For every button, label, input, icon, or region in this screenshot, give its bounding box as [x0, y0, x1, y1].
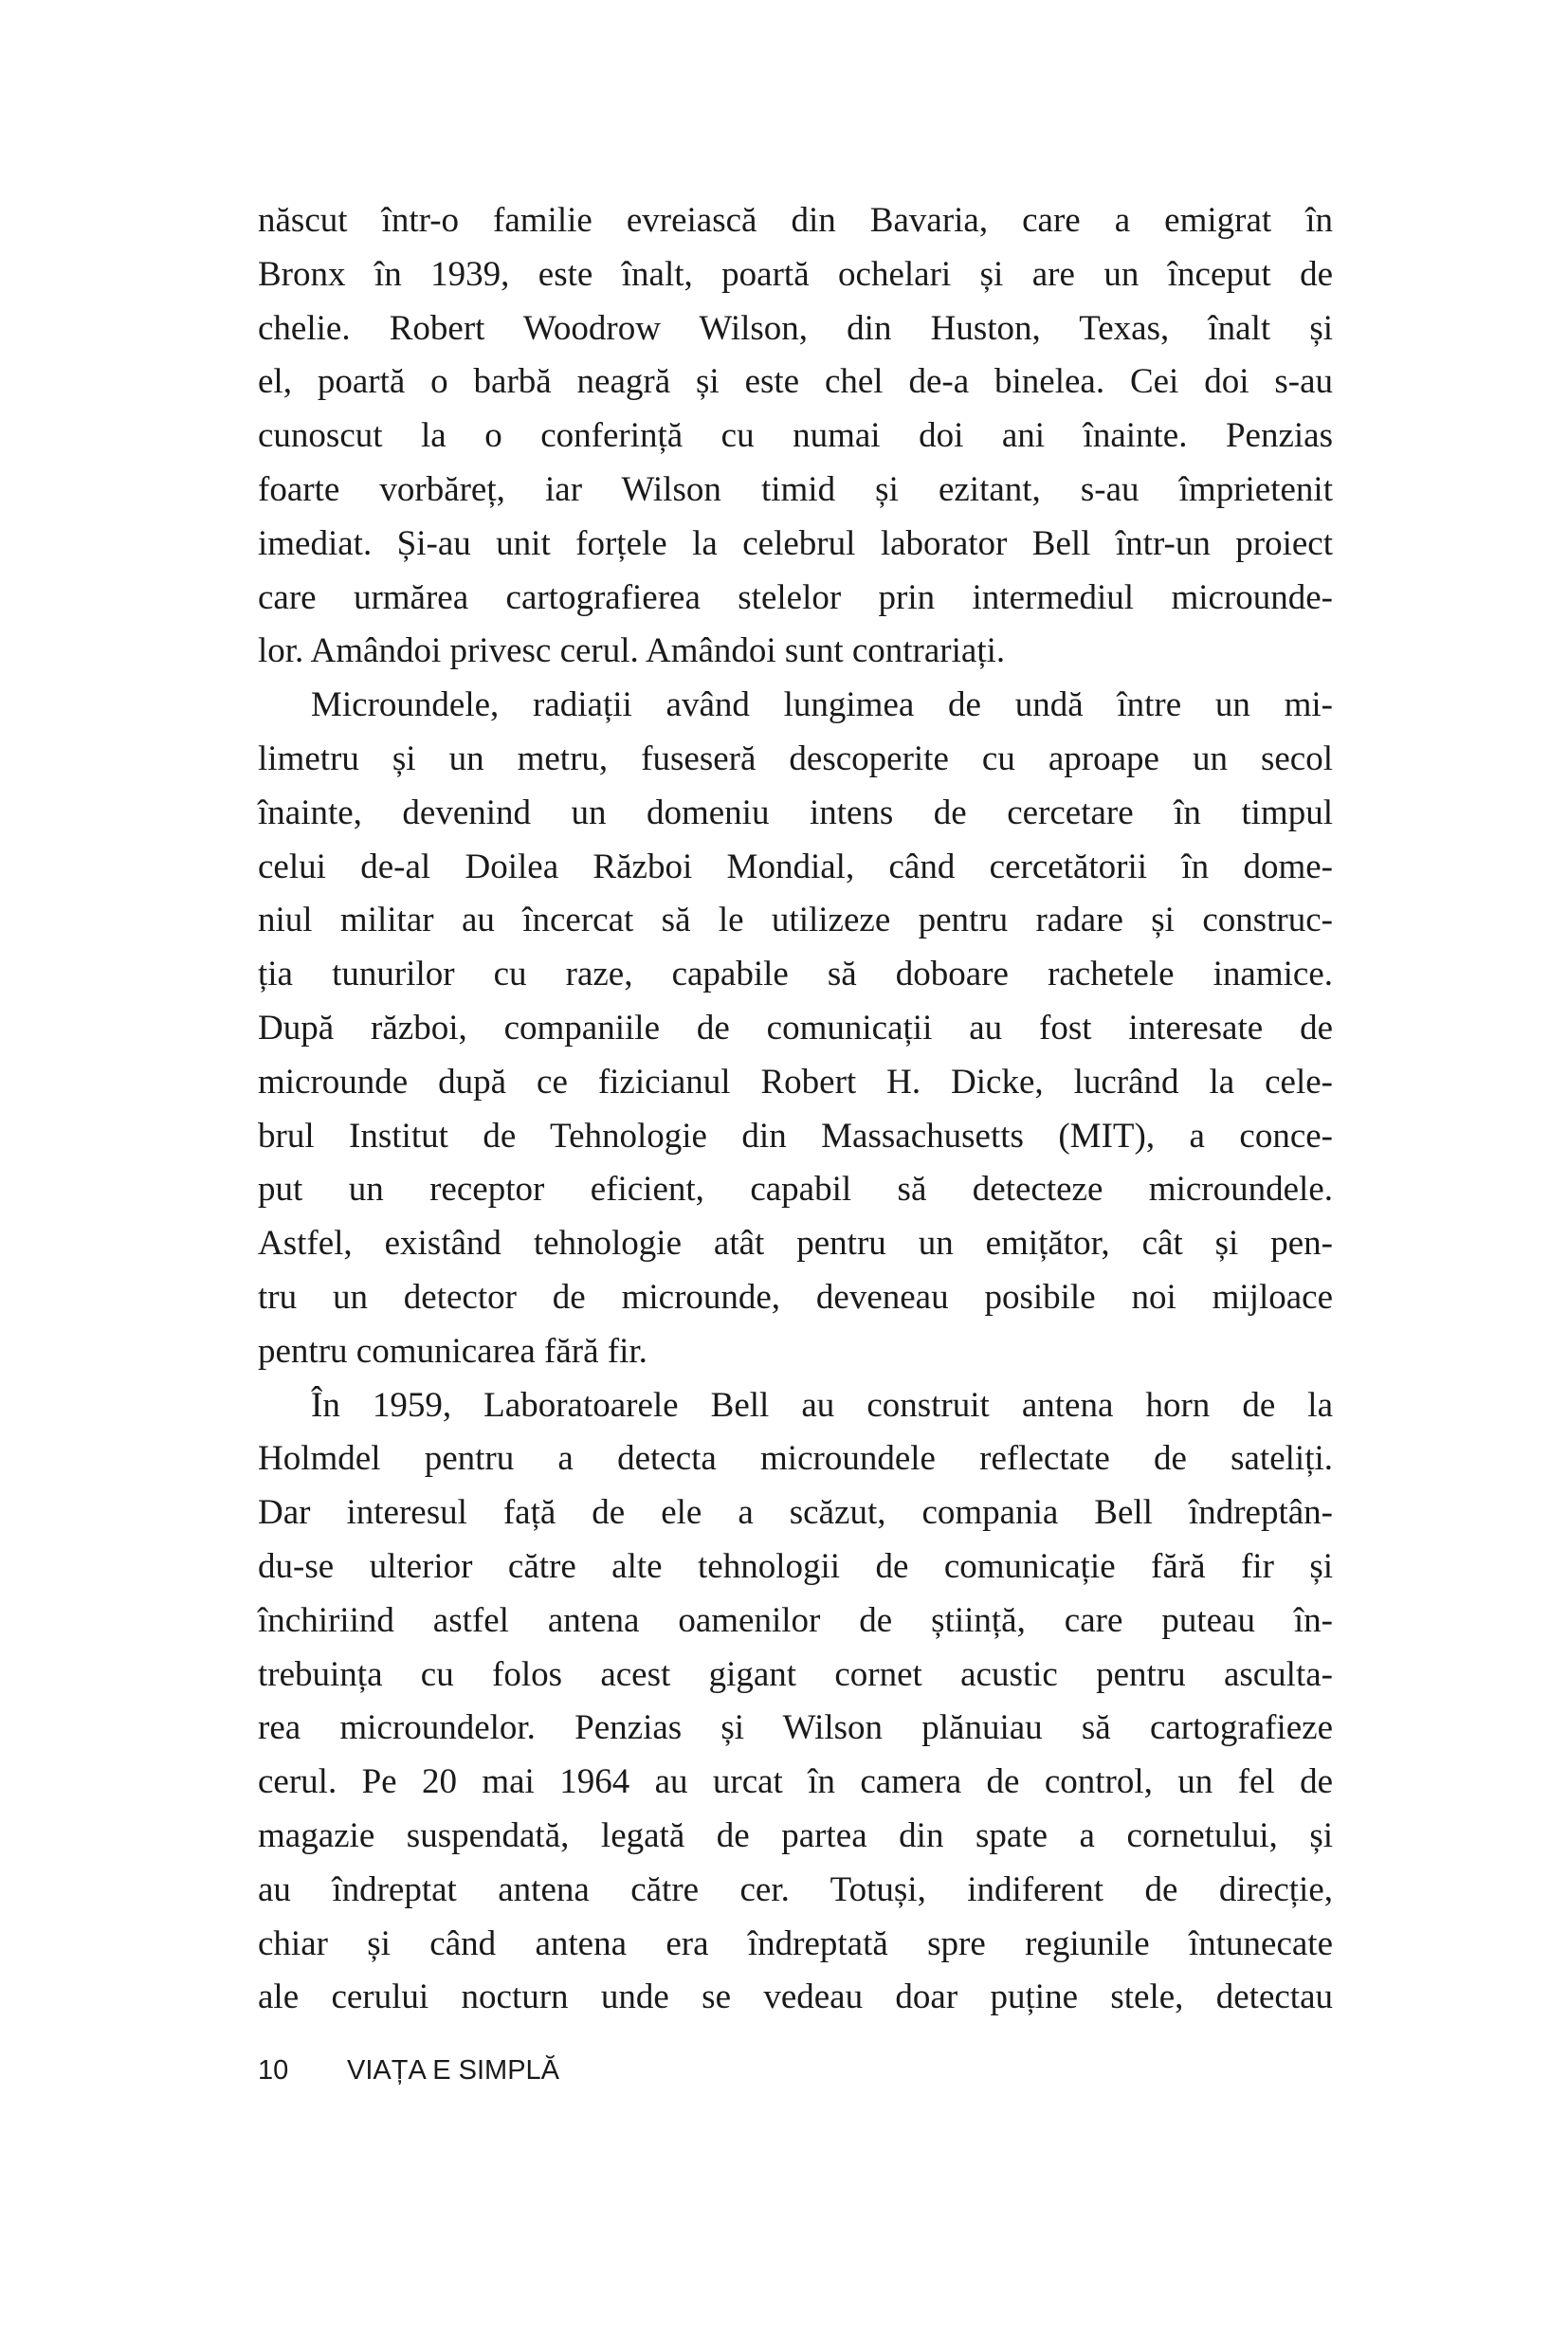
text-line: el, poartă o barbă neagră și este chel de-a binelea. Cei doi s-au	[258, 362, 1333, 402]
text-line: închiriind astfel antena oamenilor de știință, care puteau în-	[258, 1600, 1333, 1640]
text-line: chelie. Robert Woodrow Wilson, din Huston, Texas, înalt și	[258, 308, 1333, 348]
text-line: limetru și un metru, fuseseră descoperite cu aproape un secol	[258, 738, 1333, 778]
paragraph	[258, 679, 1333, 1378]
text-line: Bronx în 1939, este înalt, poartă ochelari și are un început de	[258, 254, 1333, 294]
text-line: put un receptor eficient, capabil să detecteze microundele.	[258, 1170, 1333, 1210]
text-line: rea microundelor. Penzias și Wilson plănuiau să cartografieze	[258, 1708, 1333, 1748]
text-line: brul Institut de Tehnologie din Massachusetts (MIT), a conce-	[258, 1116, 1333, 1156]
text-line: trebuința cu folos acest gigant cornet acustic pentru asculta-	[258, 1654, 1333, 1694]
text-line: Holmdel pentru a detecta microundele reflectate de sateliți.	[258, 1439, 1333, 1479]
text-line: niul militar au încercat să le utilizeze pentru radare și construc-	[258, 901, 1333, 940]
text-line: În 1959, Laboratoarele Bell au construit antena horn de la	[311, 1385, 1333, 1425]
text-line: du-se ulterior către alte tehnologii de comunicație fără fir și	[258, 1546, 1333, 1586]
text-line: au îndreptat antena către cer. Totuși, indiferent de direcție,	[258, 1869, 1333, 1909]
page-number: 10	[258, 2055, 289, 2086]
paragraph	[258, 194, 1333, 679]
text-line: foarte vorbăreț, iar Wilson timid și ezitant, s-au împrietenit	[258, 469, 1333, 509]
text-line: celui de-al Doilea Război Mondial, când cercetătorii în dome-	[258, 847, 1333, 886]
text-line: imediat. Și-au unit forțele la celebrul laborator Bell într-un proiect	[258, 523, 1333, 563]
text-line: ale cerului nocturn unde se vedeau doar puține stele, detectau	[258, 1977, 1333, 2017]
running-title: VIAȚA E SIMPLĂ	[347, 2055, 560, 2086]
text-line: cunoscut la o conferință cu numai doi ani înainte. Penzias	[258, 416, 1333, 456]
text-line: Astfel, existând tehnologie atât pentru un emițător, cât și pen-	[258, 1224, 1333, 1264]
text-line: înainte, devenind un domeniu intens de cercetare în timpul	[258, 793, 1333, 832]
page-footer	[258, 2055, 559, 2087]
text-line: care urmărea cartografierea stelelor prin intermediul microunde-	[258, 577, 1333, 617]
text-line: Microundele, radiații având lungimea de undă între un mi-	[311, 685, 1333, 725]
text-line: chiar și când antena era îndreptată spre regiunile întunecate	[258, 1923, 1333, 1963]
body-text	[258, 194, 1333, 2025]
text-line: magazie suspendată, legată de partea din spate a cornetului, și	[258, 1815, 1333, 1855]
text-line: pentru comunicarea fără fir.	[258, 1331, 647, 1371]
text-line: microunde după ce fizicianul Robert H. Dicke, lucrând la cele-	[258, 1062, 1333, 1102]
text-line: lor. Amândoi privesc cerul. Amândoi sunt contrariați.	[258, 631, 1006, 671]
text-line: După război, companiile de comunicații au fost interesate de	[258, 1008, 1333, 1048]
text-line: ția tunurilor cu raze, capabile să doboare rachetele inamice.	[258, 955, 1333, 994]
text-line: născut într-o familie evreiască din Bavaria, care a emigrat în	[258, 201, 1333, 240]
text-line: cerul. Pe 20 mai 1964 au urcat în camera de control, un fel de	[258, 1762, 1333, 1802]
paragraph	[258, 1379, 1333, 2026]
text-line: tru un detector de microunde, deveneau posibile noi mijloace	[258, 1277, 1333, 1317]
text-line: Dar interesul față de ele a scăzut, compania Bell îndreptân-	[258, 1493, 1333, 1533]
